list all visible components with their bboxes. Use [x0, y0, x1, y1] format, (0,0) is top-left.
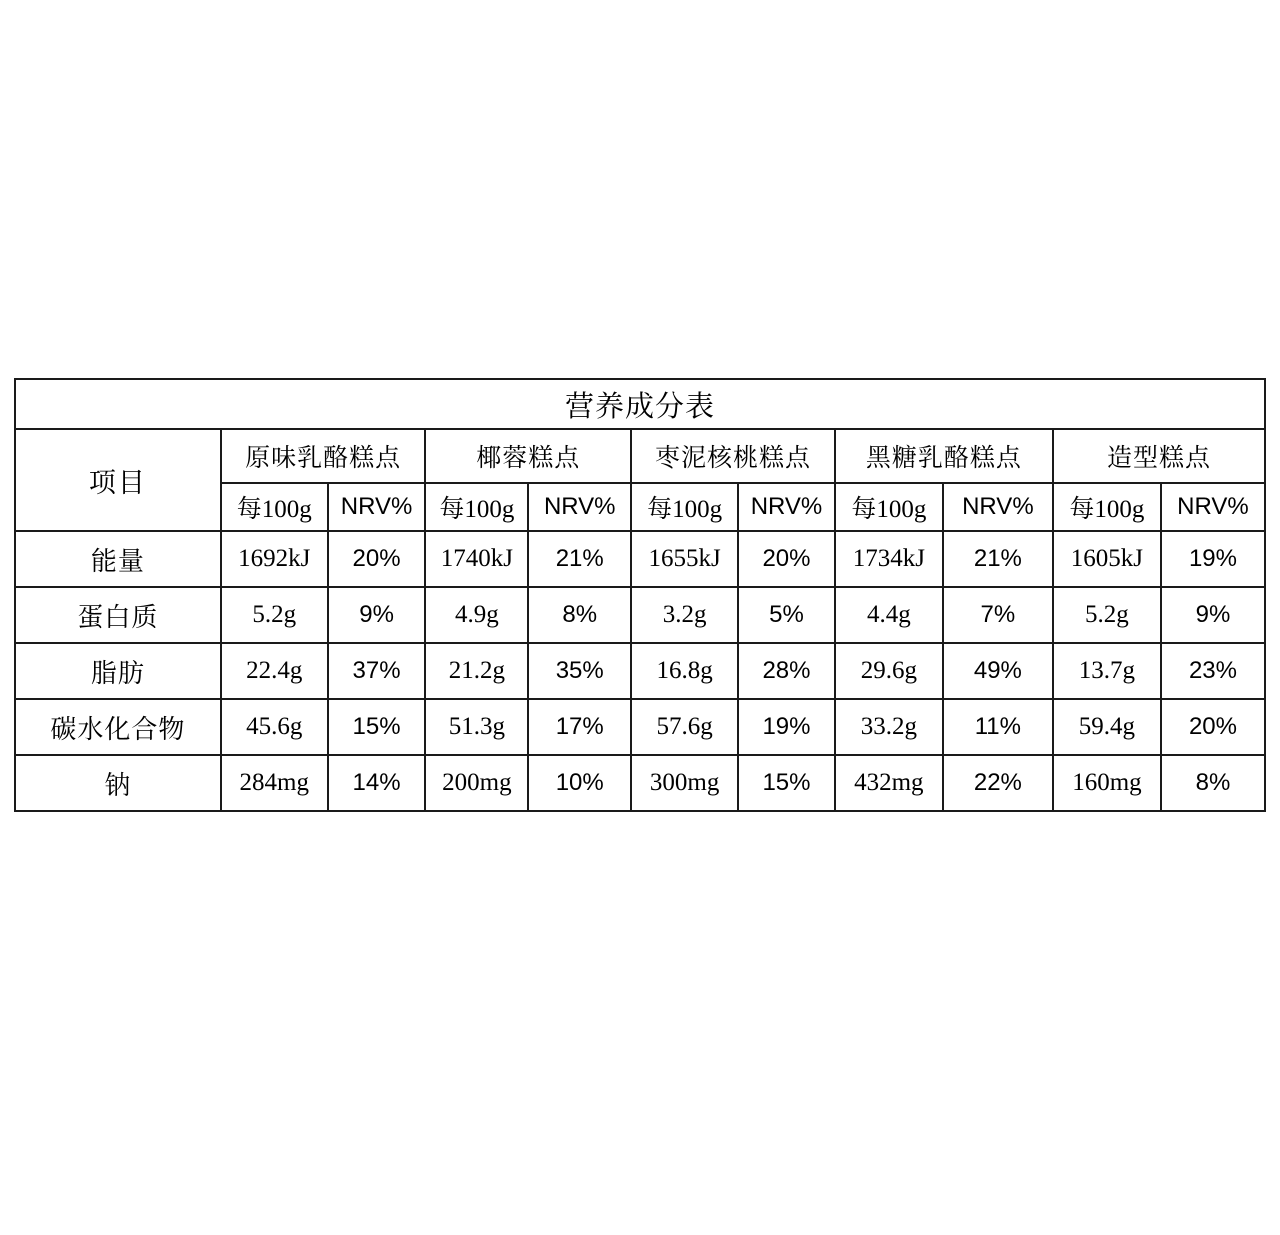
cell-fat-p1-amount: 22.4g [221, 643, 328, 699]
unit-header-nrv-2: NRV% [528, 483, 631, 531]
unit-header-nrv-4: NRV% [943, 483, 1053, 531]
cell-sodium-p5-amount: 160mg [1053, 755, 1161, 811]
row-label-fat: 脂肪 [15, 643, 221, 699]
row-label-energy: 能量 [15, 531, 221, 587]
nutrition-facts-table [14, 378, 1266, 812]
unit-header-per100g-2: 每100g [425, 483, 528, 531]
cell-sodium-p2-amount: 200mg [425, 755, 528, 811]
cell-fat-p2-nrv: 35% [528, 643, 631, 699]
cell-sodium-p1-amount: 284mg [221, 755, 328, 811]
cell-fat-p5-amount: 13.7g [1053, 643, 1161, 699]
unit-header-nrv-1: NRV% [328, 483, 426, 531]
cell-fat-p4-nrv: 49% [943, 643, 1053, 699]
cell-sodium-p3-nrv: 15% [738, 755, 835, 811]
table-title: 营养成分表 [15, 379, 1265, 429]
cell-sodium-p4-amount: 432mg [835, 755, 943, 811]
cell-energy-p2-nrv: 21% [528, 531, 631, 587]
cell-carb-p2-nrv: 17% [528, 699, 631, 755]
column-header-item: 项目 [15, 429, 221, 531]
table-title-row [15, 379, 1265, 429]
cell-carb-p5-nrv: 20% [1161, 699, 1265, 755]
cell-carb-p4-amount: 33.2g [835, 699, 943, 755]
unit-header-per100g-1: 每100g [221, 483, 328, 531]
cell-energy-p4-amount: 1734kJ [835, 531, 943, 587]
cell-protein-p5-nrv: 9% [1161, 587, 1265, 643]
cell-protein-p2-nrv: 8% [528, 587, 631, 643]
unit-header-nrv-5: NRV% [1161, 483, 1265, 531]
column-header-product-3: 枣泥核桃糕点 [631, 429, 835, 483]
unit-header-per100g-3: 每100g [631, 483, 738, 531]
cell-protein-p3-nrv: 5% [738, 587, 835, 643]
cell-protein-p4-nrv: 7% [943, 587, 1053, 643]
cell-energy-p4-nrv: 21% [943, 531, 1053, 587]
row-label-carbohydrate: 碳水化合物 [15, 699, 221, 755]
table-row [15, 755, 1265, 811]
cell-energy-p5-amount: 1605kJ [1053, 531, 1161, 587]
column-header-product-2: 椰蓉糕点 [425, 429, 631, 483]
table-row [15, 699, 1265, 755]
cell-energy-p2-amount: 1740kJ [425, 531, 528, 587]
cell-carb-p3-nrv: 19% [738, 699, 835, 755]
cell-protein-p2-amount: 4.9g [425, 587, 528, 643]
cell-fat-p1-nrv: 37% [328, 643, 426, 699]
nutrition-table-container [14, 378, 1266, 812]
row-label-sodium: 钠 [15, 755, 221, 811]
cell-fat-p4-amount: 29.6g [835, 643, 943, 699]
cell-sodium-p4-nrv: 22% [943, 755, 1053, 811]
column-header-product-5: 造型糕点 [1053, 429, 1265, 483]
cell-fat-p2-amount: 21.2g [425, 643, 528, 699]
table-row [15, 531, 1265, 587]
cell-protein-p5-amount: 5.2g [1053, 587, 1161, 643]
cell-energy-p3-nrv: 20% [738, 531, 835, 587]
cell-protein-p3-amount: 3.2g [631, 587, 738, 643]
cell-carb-p1-amount: 45.6g [221, 699, 328, 755]
cell-carb-p2-amount: 51.3g [425, 699, 528, 755]
cell-carb-p4-nrv: 11% [943, 699, 1053, 755]
table-row [15, 587, 1265, 643]
cell-energy-p3-amount: 1655kJ [631, 531, 738, 587]
cell-sodium-p1-nrv: 14% [328, 755, 426, 811]
cell-energy-p1-nrv: 20% [328, 531, 426, 587]
unit-header-per100g-4: 每100g [835, 483, 943, 531]
cell-fat-p3-amount: 16.8g [631, 643, 738, 699]
cell-protein-p1-amount: 5.2g [221, 587, 328, 643]
cell-sodium-p3-amount: 300mg [631, 755, 738, 811]
cell-fat-p3-nrv: 28% [738, 643, 835, 699]
row-label-protein: 蛋白质 [15, 587, 221, 643]
column-header-product-4: 黑糖乳酪糕点 [835, 429, 1053, 483]
cell-protein-p1-nrv: 9% [328, 587, 426, 643]
cell-protein-p4-amount: 4.4g [835, 587, 943, 643]
column-header-product-1: 原味乳酪糕点 [221, 429, 426, 483]
cell-energy-p5-nrv: 19% [1161, 531, 1265, 587]
cell-carb-p5-amount: 59.4g [1053, 699, 1161, 755]
cell-carb-p1-nrv: 15% [328, 699, 426, 755]
cell-fat-p5-nrv: 23% [1161, 643, 1265, 699]
cell-sodium-p5-nrv: 8% [1161, 755, 1265, 811]
table-header-products-row [15, 429, 1265, 483]
unit-header-per100g-5: 每100g [1053, 483, 1161, 531]
cell-carb-p3-amount: 57.6g [631, 699, 738, 755]
unit-header-nrv-3: NRV% [738, 483, 835, 531]
cell-energy-p1-amount: 1692kJ [221, 531, 328, 587]
cell-sodium-p2-nrv: 10% [528, 755, 631, 811]
table-row [15, 643, 1265, 699]
